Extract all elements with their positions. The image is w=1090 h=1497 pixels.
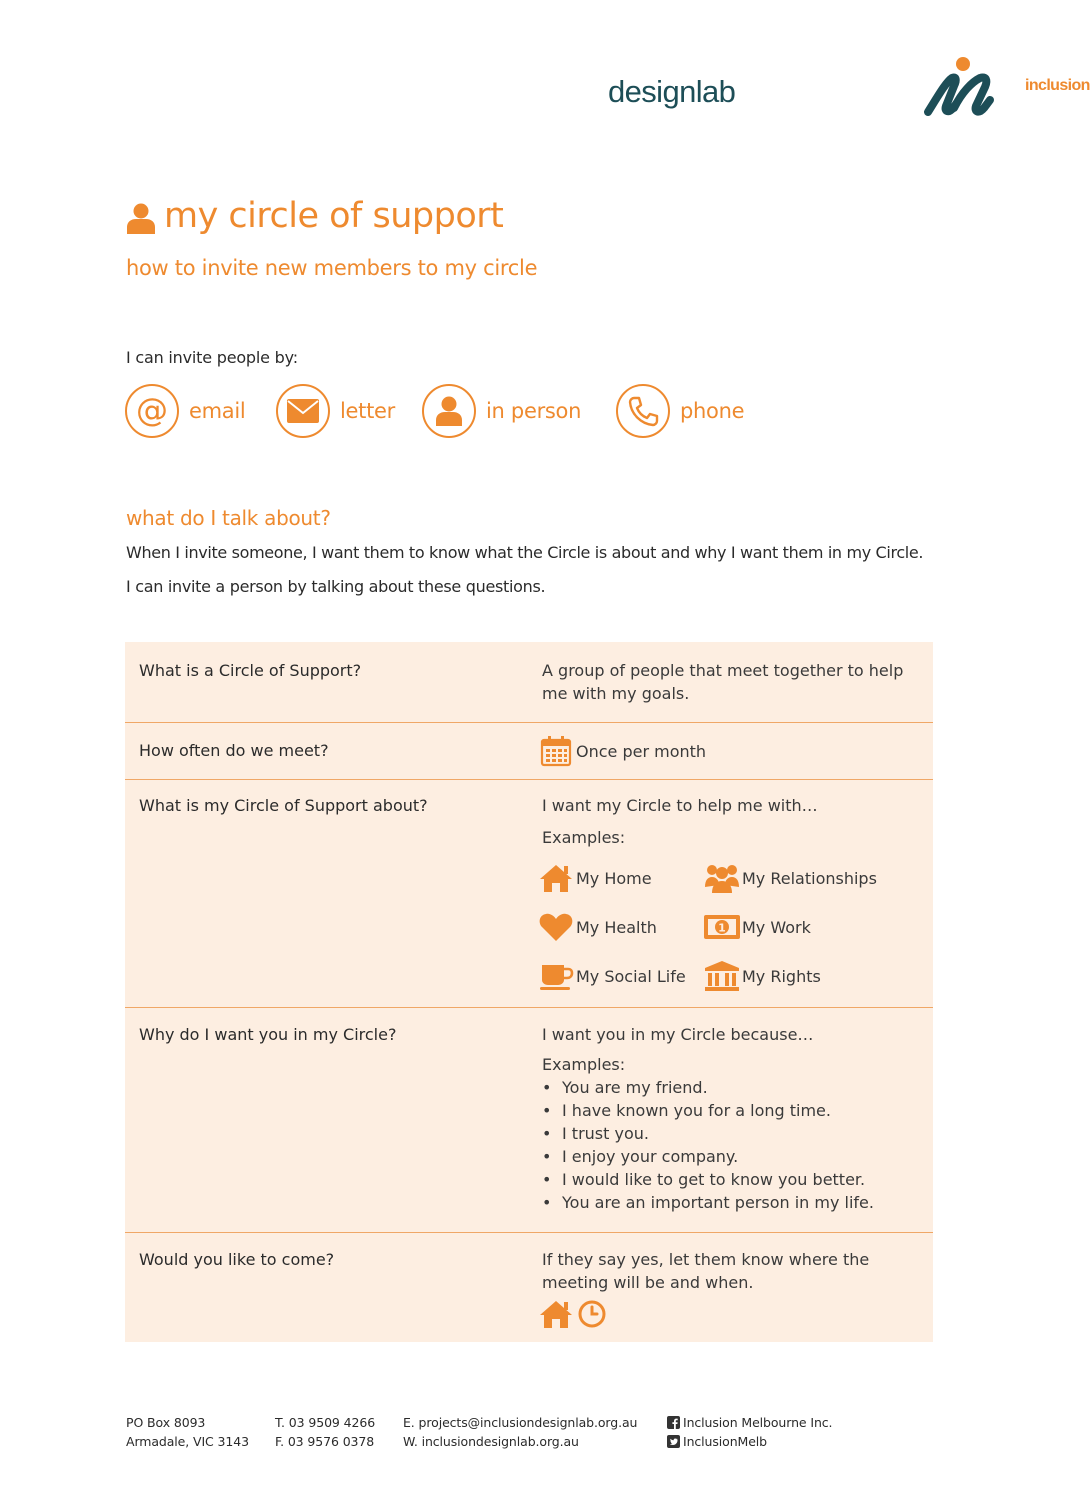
facebook-icon (667, 1416, 680, 1429)
table-row (125, 1008, 933, 1233)
invite-method-label: email (189, 399, 246, 423)
footer-social (667, 1413, 832, 1451)
topic-social-life: My Social Life (540, 960, 686, 992)
answer-cell: A group of people that meet together to help me with my goals. (542, 661, 904, 703)
invite-method-label: phone (680, 399, 745, 423)
answer-cell: If they say yes, let them know where the meeting will be and when. (542, 1250, 870, 1292)
page-title: my circle of support (164, 196, 504, 236)
topic-home: My Home (540, 862, 652, 894)
money-icon (706, 911, 738, 943)
inclusion-design-lab-mark-icon (916, 56, 1000, 120)
list-item: • I enjoy your company. (542, 1145, 874, 1168)
group-icon (706, 862, 738, 894)
invite-method-letter (276, 382, 395, 440)
question-cell: Why do I want you in my Circle? (139, 1025, 397, 1044)
section-heading: what do I talk about? (126, 506, 331, 530)
heart-icon (540, 911, 572, 943)
brand-logo (608, 56, 1090, 120)
envelope-icon (276, 384, 330, 438)
calendar-icon (540, 735, 572, 767)
invite-method-email (125, 382, 245, 440)
svg-text:@: @ (136, 391, 168, 429)
home-icon (540, 862, 572, 894)
section-paragraph: I can invite a person by talking about these questions. (126, 577, 546, 596)
reasons-list (542, 1076, 874, 1214)
page-subtitle: how to invite new members to my circle (126, 256, 538, 280)
invite-intro: I can invite people by: (126, 348, 298, 367)
person-icon (422, 384, 476, 438)
facebook-link[interactable]: Inclusion Melbourne Inc. (667, 1413, 832, 1432)
twitter-link[interactable]: InclusionMelb (667, 1432, 832, 1451)
invite-method-label: letter (340, 399, 395, 423)
table-row (125, 642, 933, 723)
footer-contact (403, 1413, 637, 1451)
invite-method-phone (616, 382, 744, 440)
list-item: • I trust you. (542, 1122, 874, 1145)
table-row (125, 723, 933, 780)
answer-icons (540, 1298, 612, 1330)
svg-text:1: 1 (718, 921, 726, 935)
phone-icon (616, 384, 670, 438)
footer-email-link[interactable]: E. projects@inclusiondesignlab.org.au (403, 1415, 638, 1430)
topic-rights: My Rights (706, 960, 821, 992)
home-icon (540, 1298, 572, 1330)
footer-phone: T. 03 9509 4266 F. 03 9576 0378 (275, 1415, 376, 1449)
invite-method-in-person (422, 382, 581, 440)
logo-wordmark: inclusion designlab (608, 74, 1090, 109)
footer-address: PO Box 8093 Armadale, VIC 3143 (126, 1415, 249, 1449)
table-row (125, 1233, 933, 1342)
at-sign-icon (125, 384, 179, 438)
footer-web-link[interactable]: W. inclusiondesignlab.org.au (403, 1434, 579, 1449)
topic-relationships: My Relationships (706, 862, 877, 894)
twitter-icon (667, 1435, 680, 1448)
answer-intro: I want my Circle to help me with… Examples: (542, 796, 818, 847)
topic-work: 1 My Work (706, 911, 811, 943)
section-paragraph: When I invite someone, I want them to know what the Circle is about and why I want them in my Circle. (126, 543, 924, 562)
answer-cell: I want you in my Circle because… Examples: • You are my friend. • I have known you for a long time. • I trust you. • I enjoy your company. • I would like to get to know you better. • You are an important person in my life. (542, 1023, 874, 1214)
questions-table (125, 642, 933, 1342)
clock-icon (576, 1298, 608, 1330)
question-cell: What is my Circle of Support about? (139, 796, 428, 815)
answer-cell: Once per month (540, 735, 706, 767)
question-cell: How often do we meet? (139, 741, 329, 760)
table-row (125, 780, 933, 1008)
invite-method-label: in person (486, 399, 582, 423)
institution-icon (706, 960, 738, 992)
list-item: • You are an important person in my life. (542, 1191, 874, 1214)
topic-health: My Health (540, 911, 657, 943)
question-cell: Would you like to come? (139, 1250, 335, 1269)
list-item: • You are my friend. (542, 1076, 874, 1099)
list-item: • I have known you for a long time. (542, 1099, 874, 1122)
question-cell: What is a Circle of Support? (139, 661, 362, 680)
coffee-cup-icon (540, 960, 572, 992)
person-icon (126, 203, 156, 235)
list-item: • I would like to get to know you better. (542, 1168, 874, 1191)
